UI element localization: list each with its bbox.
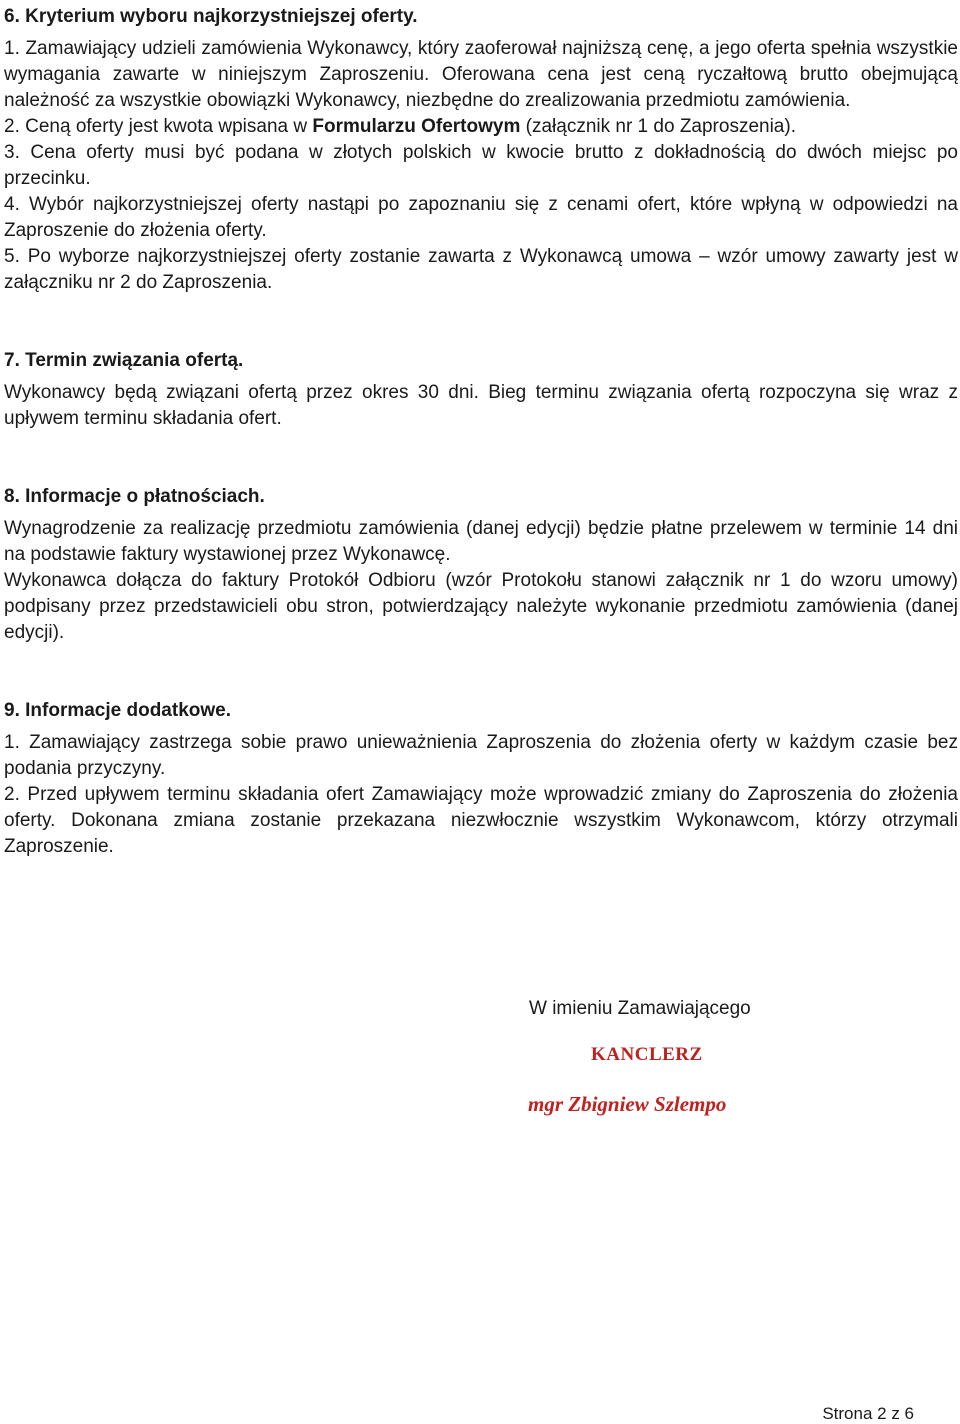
- section-6-paragraph-3: 3. Cena oferty musi być podana w złotych polskich w kwocie brutto z dokładnością do dwóch miejsc po przecinku.: [4, 142, 958, 189]
- section-8-heading: 8. Informacje o płatnościach.: [4, 486, 265, 507]
- section-8-paragraph-2: Wykonawca dołącza do faktury Protokół Odbioru (wzór Protokołu stanowi załącznik nr 1 do wzoru umowy) podpisany przez przedstawicieli obu stron, potwierdzający należyte wykonanie przedmiotu zamówienia (danej edycji).: [4, 570, 958, 643]
- section-6-paragraph-2-end: (załącznik nr 1 do Zaproszenia).: [520, 116, 796, 137]
- section-6-paragraph-2: [4, 114, 958, 140]
- section-7-heading: 7. Termin związania ofertą.: [4, 350, 244, 371]
- signature-label: W imieniu Zamawiającego: [529, 998, 751, 1019]
- signature-block: [528, 996, 829, 1116]
- section-9-heading: 9. Informacje dodatkowe.: [4, 700, 231, 721]
- section-7-paragraph-1: Wykonawcy będą związani ofertą przez okres 30 dni. Bieg terminu związania ofertą rozpoczyna się wraz z upływem terminu składania ofert.: [4, 382, 958, 429]
- section-9-paragraph-1: 1. Zamawiający zastrzega sobie prawo unieważnienia Zaproszenia do złożenia oferty w każdym czasie bez podania przyczyny.: [4, 732, 958, 779]
- document-body: [4, 4, 958, 860]
- stamp-name: mgr Zbigniew Szlempo: [528, 1092, 727, 1116]
- spacer: [4, 296, 958, 348]
- spacer: [4, 432, 958, 484]
- form-name-bold: Formularzu Ofertowym: [312, 116, 521, 137]
- spacer: [4, 646, 958, 698]
- section-6-paragraph-1: 1. Zamawiający udzieli zamówienia Wykonawcy, który zaoferował najniższą cenę, a jego oferta spełnia wszystkie wymagania zawarte w niniejszym Zaproszeniu. Oferowana cena jest ceną ryczałtową brutto obejmującą należność za wszystkie obowiązki Wykonawcy, niezbędne do zrealizowania przedmiotu zamówienia.: [4, 38, 958, 111]
- section-6-paragraph-5: 5. Po wyborze najkorzystniejszej oferty zostanie zawarta z Wykonawcą umowa – wzór umowy zawarty jest w załączniku nr 2 do Zaproszenia.: [4, 246, 958, 293]
- page-number: Strona 2 z 6: [822, 1404, 914, 1423]
- section-8-paragraph-1: Wynagrodzenie za realizację przedmiotu zamówienia (danej edycji) będzie płatne przelewem w terminie 14 dni na podstawie faktury wystawionej przez Wykonawcę.: [4, 518, 958, 565]
- section-6-paragraph-2-start: 2. Ceną oferty jest kwota wpisana w: [4, 116, 313, 137]
- section-9-paragraph-2: 2. Przed upływem terminu składania ofert Zamawiający może wprowadzić zmiany do Zaproszenia do złożenia oferty. Dokonana zmiana zostanie przekazana niezwłocznie wszystkim Wykonawcom, którzy otrzymali Zaproszenie.: [4, 784, 958, 857]
- section-6-paragraph-4: 4. Wybór najkorzystniejszej oferty nastąpi po zapoznaniu się z cenami ofert, które wpłyną w odpowiedzi na Zaproszenie do złożenia oferty.: [4, 194, 958, 241]
- section-6-heading: 6. Kryterium wyboru najkorzystniejszej oferty.: [4, 6, 418, 27]
- stamp-title: KANCLERZ: [591, 1044, 703, 1065]
